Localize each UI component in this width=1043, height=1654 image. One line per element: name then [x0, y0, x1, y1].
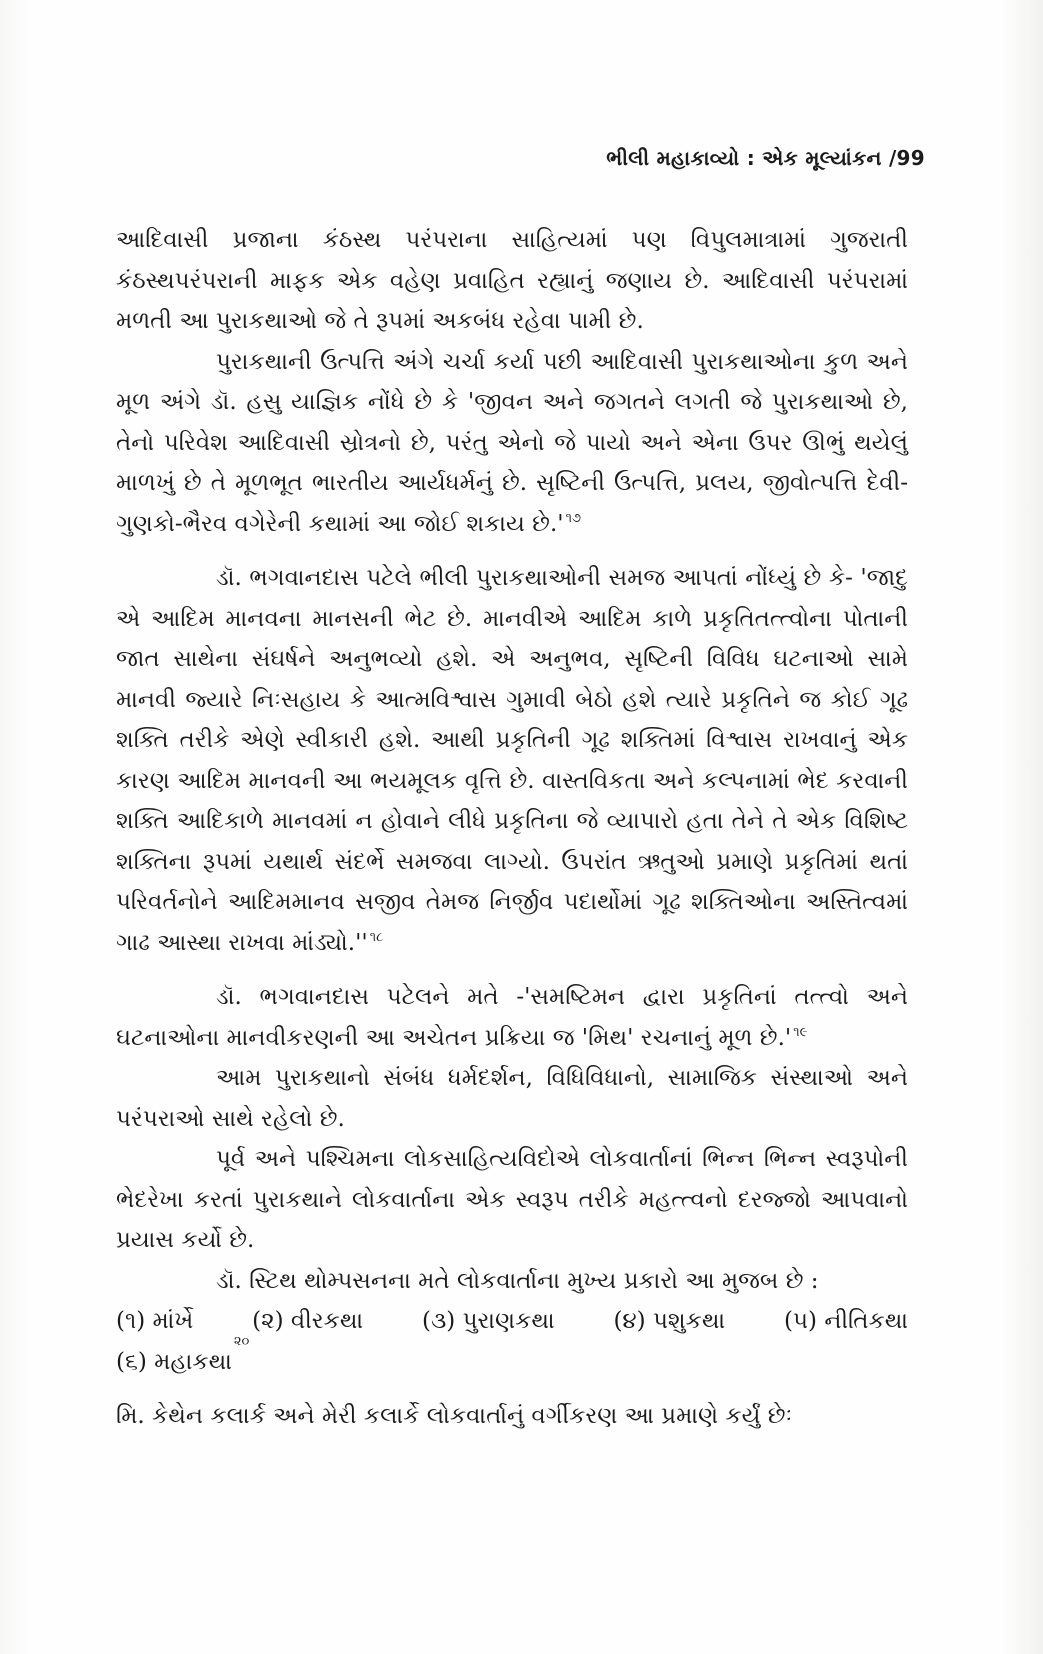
list-item-5: (૫) નીતિકથા — [783, 1308, 908, 1334]
list-item-2: (૨) વીરકથા — [252, 1308, 364, 1334]
paragraph-5: આમ પુરાકથાનો સંબંધ ધર્મદર્શન, વિધિવિધાનો, સામાજિક સંસ્થાઓ અને પરંપરાઓ સાથે રહેલો છે. — [116, 1065, 908, 1132]
list-item-4: (૪) પશુકથા — [613, 1308, 726, 1334]
footnote-mark-20: ૨૦ — [233, 1333, 250, 1349]
list-item-6: (૬) મહાકથા — [116, 1348, 232, 1375]
paragraph-6: પૂર્વ અને પશ્ચિમના લોકસાહિત્યવિદોએ લોકવાર્તાનાં ભિન્ન ભિન્ન સ્વરૂપોની ભેદરેખા કરતાં પુરાકથાને લોકવાર્તાના એક સ્વરૂપ તરીકે મહત્ત્વનો દરજ્જો આપવાનો પ્રયાસ કર્યો છે. — [116, 1146, 908, 1253]
list-item-1: (૧) માંર્ખે — [116, 1308, 194, 1334]
footnote-mark-18: ૧૮ — [369, 929, 384, 945]
list-item-3: (૩) પુરાણકથા — [422, 1308, 555, 1334]
paragraph-3-text: ડૉ. ભગવાનદાસ પટેલે ભીલી પુરાકથાઓની સમજ આપતાં નોંધ્યું છે કે- 'જાદુ એ આદિમ માનવના માનસની ભેટ છે. માનવીએ આદિમ કાળે પ્રકૃતિતત્ત્વોના પોતાની જાત સાથેના સંઘર્ષને અનુભવ્યો હશે. એ અનુભવ, સૃષ્ટિની વિવિધ ઘટનાઓ સામે માનવી જ્યારે નિઃસહાય કે આત્મવિશ્વાસ ગુમાવી બેઠો હશે ત્યારે પ્રકૃતિને જ કોઈ ગૂઢ શક્તિ તરીકે એણે સ્વીકારી હશે. આથી પ્રકૃતિની ગૂઢ શક્તિમાં વિશ્વાસ રાખવાનું એક કારણ આદિમ માનવની આ ભયમૂલક વૃત્તિ છે. વાસ્તવિકતા અને કલ્પનામાં ભેદ કરવાની શક્તિ આદિકાળે માનવમાં ન હોવાને લીધે પ્રકૃતિના જે વ્યાપારો હતા તેને તે એક વિશિષ્ટ શક્તિના રૂપમાં યથાર્થ સંદર્ભે સમજવા લાગ્યો. ઉપરાંત ઋતુઓ પ્રમાણે પ્રકૃતિમાં થતાં પરિવર્તનોને આદિમમાનવ સજીવ તેમજ નિર્જીવ પદાર્થોમાં ગૂઢ શક્તિઓના અસ્તિત્વમાં ગાઢ આસ્થા રાખવા માંડ્યો.'' — [116, 565, 908, 956]
paragraph-2 — [116, 342, 908, 545]
footnote-mark-17: ૧૭ — [565, 510, 581, 526]
running-header: ભીલી મહાકાવ્યો : એક મૂલ્યાંકન /99 — [606, 146, 925, 170]
paragraph-4-text: ડૉ. ભગવાનદાસ પટેલને મતે -'સમષ્ટિમન દ્વારા પ્રકૃતિનાં તત્ત્વો અને ઘટનાઓના માનવીકરણની આ અચેતન પ્રક્રિયા જ 'મિથ' રચનાનું મૂળ છે.' — [116, 984, 908, 1051]
closing-line: મિ. કેથેન કલાર્ક અને મેરી કલાર્કે લોકવાર્તાનું વર્ગીકરણ આ પ્રમાણે કર્યું છેઃ — [116, 1403, 793, 1429]
footnote-mark-19: ૧૯ — [793, 1024, 808, 1040]
paragraph-3 — [116, 558, 908, 963]
paragraph-2-text: પુરાકથાની ઉત્પત્તિ અંગે ચર્ચા કર્યા પછી આદિવાસી પુરાકથાઓના કુળ અને મૂળ અંગે ડૉ. હસુ યાજ્ઞિક નોંધે છે કે 'જીવન અને જગતને લગતી જે પુરાકથાઓ છે, તેનો પરિવેશ આદિવાસી સ્રોત્રનો છે, પરંતુ એનો જે પાયો અને એના ઉપર ઊભું થયેલું માળખું છે તે મૂળભૂત ભારતીય આર્યધર્મનું છે. સૃષ્ટિની ઉત્પત્તિ, પ્રલય, જીવોત્પત્તિ દેવી-ગુણકો-ભૈરવ વગેરેની કથામાં આ જોઈ શકાય છે.' — [116, 348, 908, 537]
list-row-2 — [116, 1333, 908, 1383]
body-text — [116, 220, 908, 1437]
paragraph-1: આદિવાસી પ્રજાના કંઠસ્થ પરંપરાના સાહિત્યમાં પણ વિપુલમાત્રામાં ગુજરાતી કંઠસ્થપરંપરાની માફક એક વહેણ પ્રવાહિત રહ્યાનું જણાય છે. આદિવાસી પરંપરામાં મળતી આ પુરાકથાઓ જે તે રૂપમાં અકબંધ રહેવા પામી છે. — [116, 227, 908, 334]
folktale-types-list — [116, 1301, 908, 1382]
paragraph-4 — [116, 977, 908, 1058]
paragraph-7: ડૉ. સ્ટિથ થોમ્પસનના મતે લોકવાર્તાના મુખ્ય પ્રકારો આ મુજબ છે : — [216, 1267, 819, 1294]
